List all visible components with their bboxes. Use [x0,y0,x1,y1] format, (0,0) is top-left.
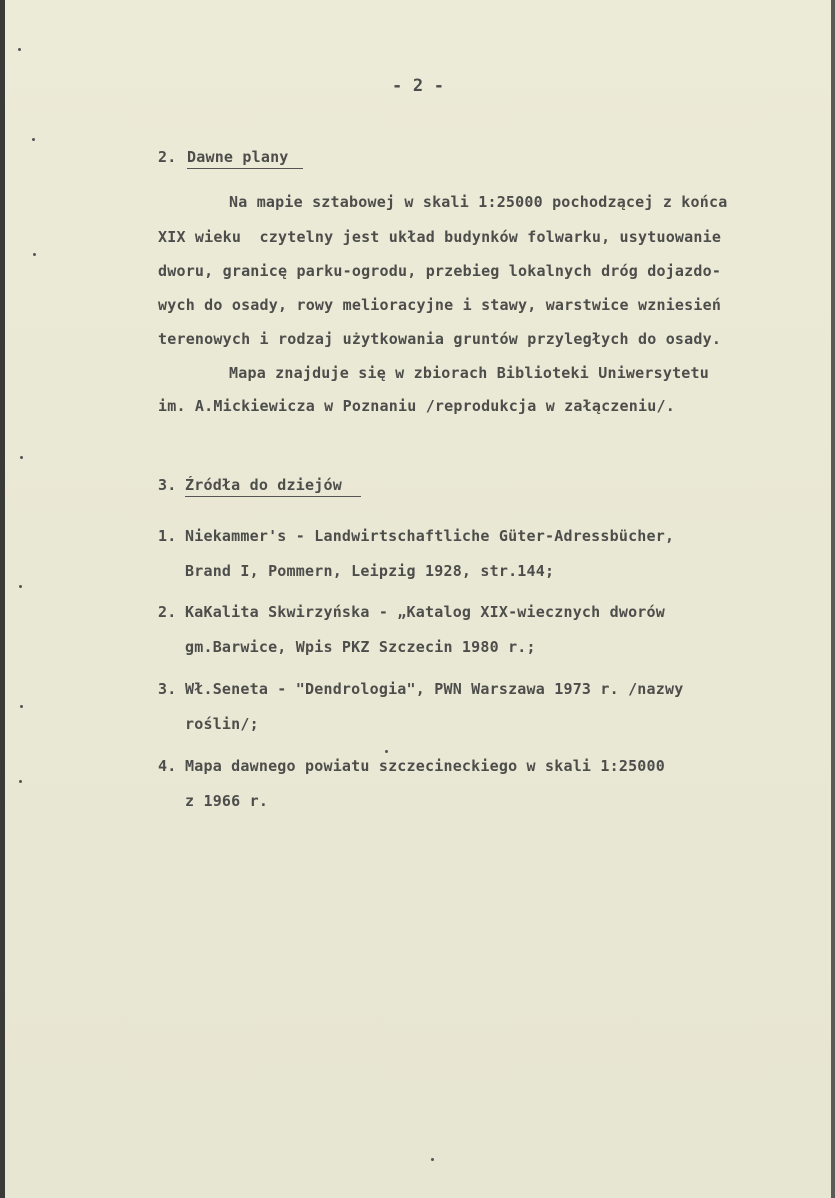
source-3-line-2: roślin/; [185,715,259,733]
section-2-number: 2. [158,148,177,166]
source-2-line-1: KaKalita Skwirzyńska - „Katalog XIX-wiecznych dworów [185,603,665,621]
source-3-line-1: Wł.Seneta - "Dendrologia", PWN Warszawa 1973 r. /nazwy [185,680,684,698]
scan-speck [19,585,22,588]
source-4-line-2: z 1966 r. [185,792,269,810]
source-1-line-1: Niekammer's - Landwirtschaftliche Güter-Adressbücher, [185,527,675,545]
scan-speck [33,253,36,256]
section-2-line-5: terenowych i rodzaj użytkowania gruntów przyległych do osady. [158,330,722,348]
section-3-title-underline [185,496,361,497]
scan-speck [20,705,23,708]
scan-speck [18,48,21,51]
page-number: - 2 - [392,76,445,96]
scan-speck [19,780,22,783]
source-1-number: 1. [158,527,177,545]
section-2-line-6: Mapa znajduje się w zbiorach Biblioteki Uniwersytetu [229,364,709,382]
section-3-title: Źródła do dziejów [185,476,342,494]
scan-edge-left [0,0,5,1198]
scan-speck [385,750,388,753]
section-3-number: 3. [158,476,177,494]
scan-speck [32,138,35,141]
section-2-line-4: wych do osady, rowy melioracyjne i stawy, warstwice wzniesień [158,296,722,314]
source-3-number: 3. [158,680,177,698]
scan-edge-right [831,0,835,1198]
scan-speck [20,456,23,459]
section-2-line-1: Na mapie sztabowej w skali 1:25000 pochodzącej z końca [229,193,728,211]
section-2-title: Dawne plany [187,148,289,166]
scan-speck [431,1158,434,1161]
source-2-line-2: gm.Barwice, Wpis PKZ Szczecin 1980 r.; [185,638,536,656]
section-2-title-underline [187,168,303,169]
source-4-line-1: Mapa dawnego powiatu szczecineckiego w skali 1:25000 [185,757,665,775]
section-2-line-2: XIX wieku czytelny jest układ budynków folwarku, usytuowanie [158,228,722,246]
section-2-line-7: im. A.Mickiewicza w Poznaniu /reprodukcja w załączeniu/. [158,397,675,415]
source-4-number: 4. [158,757,177,775]
source-1-line-2: Brand I, Pommern, Leipzig 1928, str.144; [185,562,555,580]
source-2-number: 2. [158,603,177,621]
section-2-line-3: dworu, granicę parku-ogrodu, przebieg lokalnych dróg dojazdo- [158,262,722,280]
